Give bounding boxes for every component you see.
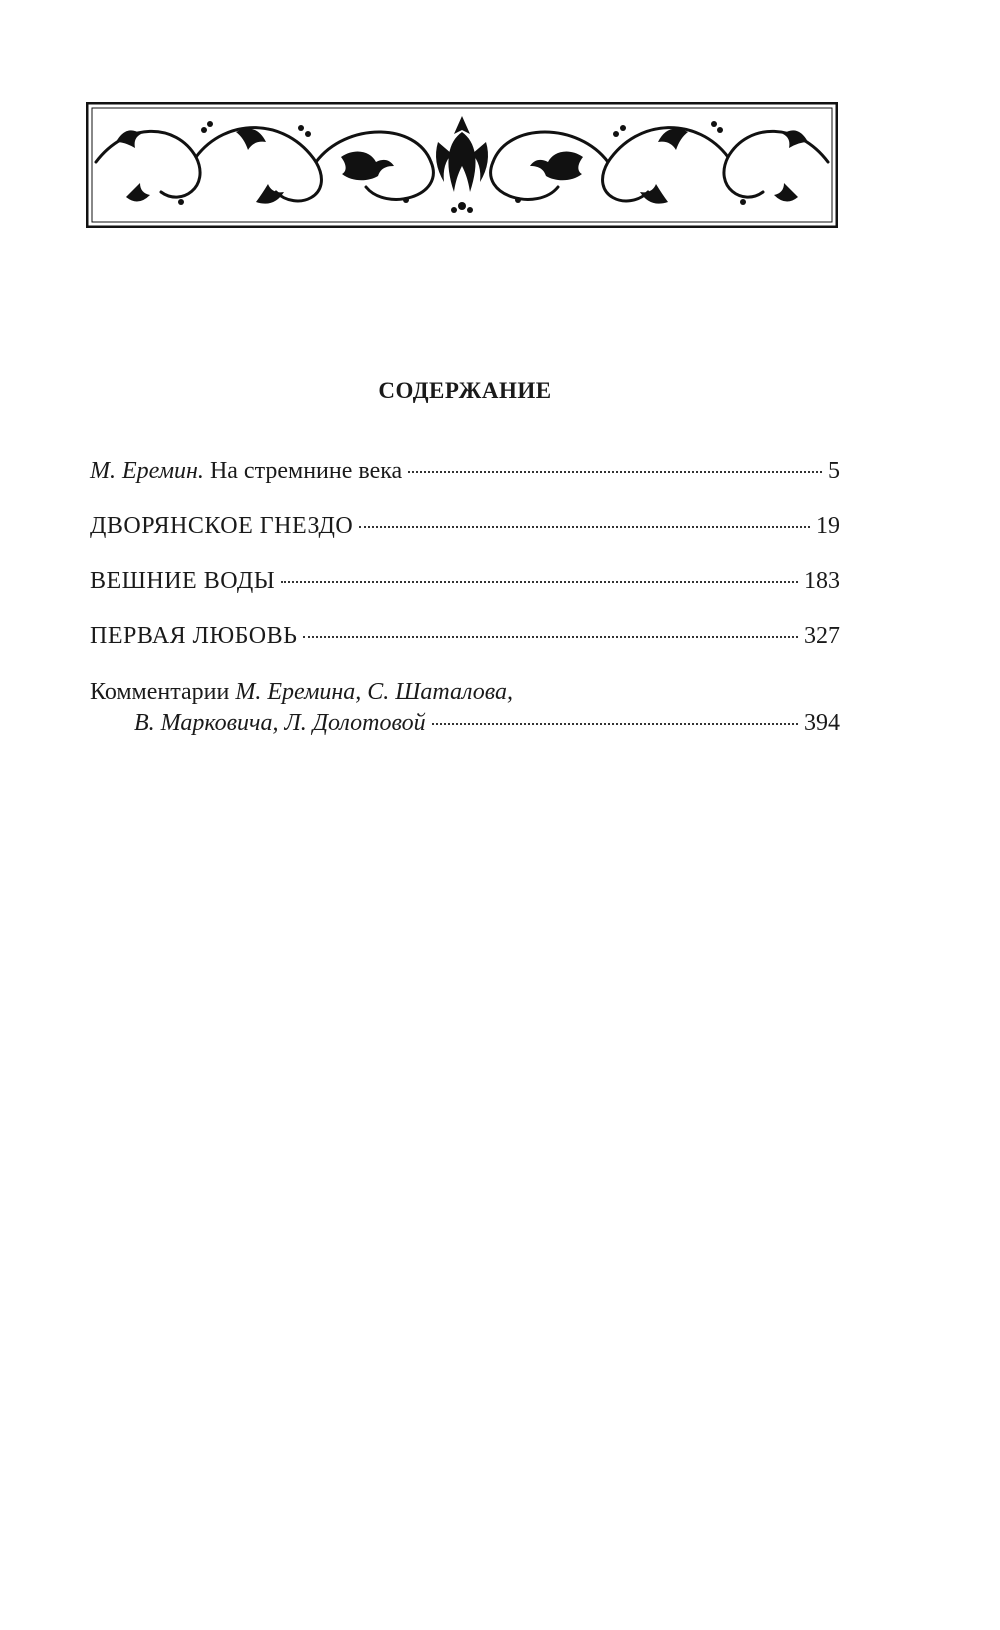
comments-authors-2: В. Марковича, Л. Долотовой <box>134 710 426 736</box>
toc-entry-page: 183 <box>804 568 840 594</box>
toc-entry-page: 394 <box>804 710 840 736</box>
toc-entry-page: 327 <box>804 623 840 649</box>
toc-entry-title: На стремнине века <box>209 458 403 484</box>
dot-leader <box>432 723 798 725</box>
toc-entry-title: ПЕРВАЯ ЛЮБОВЬ <box>90 623 298 649</box>
dot-leader <box>408 471 822 473</box>
comments-lead: Комментарии <box>90 679 230 705</box>
toc-entry-page: 5 <box>828 458 840 484</box>
toc-entry-title: ВЕШНИЕ ВОДЫ <box>90 568 276 594</box>
page-title: СОДЕРЖАНИЕ <box>378 378 552 403</box>
floral-ornament-with-birds-icon <box>86 102 838 228</box>
toc-entry[interactable] <box>90 621 840 651</box>
dot-leader <box>281 581 798 583</box>
toc-entry-comments[interactable] <box>90 676 840 738</box>
toc-entry-title: ДВОРЯНСКОЕ ГНЕЗДО <box>90 513 354 539</box>
comments-line-1 <box>90 676 840 708</box>
comments-authors-1: М. Еремина, С. Шаталова, <box>235 679 513 705</box>
comments-line-2 <box>90 708 840 738</box>
table-of-contents <box>90 456 840 738</box>
toc-entry[interactable] <box>90 566 840 596</box>
toc-entry[interactable] <box>90 511 840 541</box>
toc-entry-text <box>90 456 402 486</box>
toc-entry-page: 19 <box>816 513 840 539</box>
dot-leader <box>303 636 798 638</box>
dot-leader <box>359 526 810 528</box>
toc-entry-author: М. Еремин. <box>90 458 204 484</box>
toc-entry[interactable] <box>90 456 840 486</box>
